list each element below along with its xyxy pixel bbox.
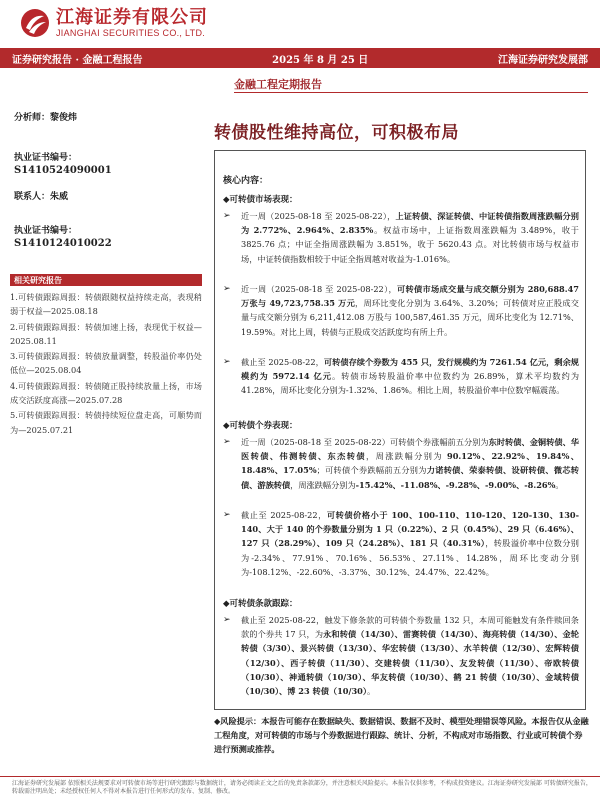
- related-reports-header: 相关研究报告: [10, 274, 202, 286]
- company-logo-icon: [20, 8, 50, 38]
- report-date: 2025 年 8 月 25 日: [272, 54, 369, 66]
- cert-number-2: S1410124010022: [14, 238, 112, 249]
- footer-disclaimer: 江海证券研究发展部 依照相关法规要求对可转债市场等进行研究跟踪与数据统计，请务必阅读正文之后的免责条款部分，并注意相关风险提示。本报告仅供参考，不构成投资建议。江海证券研究发展部 可转债研究报告，转载需注明出处；未经授权任何人不得对本报告进行任何形式的发布、复制、修改。: [12, 780, 592, 795]
- related-report-item[interactable]: 2.可转债跟踪周报：转债加速上扬，表现优于权益—2025.08.11: [10, 321, 202, 346]
- report-title: 转债股性维持高位，可积极布局: [214, 123, 459, 143]
- company-logo: [20, 4, 208, 42]
- analyst-line: 分析师：黎俊炜: [14, 113, 78, 123]
- related-report-item[interactable]: 4.可转债跟踪周报：转债随正股持续放量上扬，市场成交活跃度高涨—2025.07.28: [10, 380, 202, 406]
- bullet-market-index: ➢ 近一周（2025-08-18 至 2025-08-22），上证转债、深证转债、中证转债指数周涨跌幅分别为 2.772%、2.964%、2.835%。权益市场中，上证指数周涨跌幅为 3.489%，收于 3825.76 点；中证全指周涨跌幅为 3.851%，收于 5620.43 点。对比转债市场与权益市场，中证转债指数相较于中证全指周越对收益为-1.016%。: [223, 211, 579, 264]
- cert-label-2: 执业证书编号：: [14, 226, 78, 236]
- header-bar: [0, 48, 600, 68]
- related-reports-list: [10, 290, 202, 438]
- related-report-item[interactable]: 5.可转债跟踪周报：转债持续短位盘走高，可顺势而为—2025.07.21: [10, 410, 202, 435]
- arrow-icon: ➢: [223, 357, 231, 367]
- report-category: 证券研究报告 · 金融工程报告: [12, 54, 143, 66]
- analyst-info: [14, 112, 200, 250]
- arrow-icon: ➢: [223, 615, 231, 625]
- cert-number-1: S1410524090001: [14, 165, 112, 176]
- bullet-redemption-clauses: ➢ 截止至 2025-08-22，触发下修条款的可转债个券数量 132 只，本周可能触发有条件赎回条款的个券共 17 只，为永和转债（14/30）、雷赛转债（14/30）、海亮转债（14/30）、金轮转债（3/30）、景兴转债（13/30）、华宏转债（13/30）、水羊转债（12/30）、宏辉转债（12/30）、西子转债（11/30）、交建转债（11/30）、友发转债（11/30）、帝欧转债（10/30）、神通转债（10/30）、华友转债（10/30）、鹤 21 转债（10/30）、金域转债（10/30）、博 23 转债（10/30）。: [223, 615, 579, 697]
- arrow-icon: ➢: [223, 437, 231, 447]
- section-individual-bonds: ◆可转债个券表现：: [223, 421, 298, 431]
- cert-label-1: 执业证书编号：: [14, 153, 78, 163]
- department-name: 江海证券研究发展部: [497, 54, 588, 66]
- bullet-market-volume: ➢ 近一周（2025-08-18 至 2025-08-22），可转债市场成交量与成交额分别为 280,688.47 万张与 49,723,758.35 万元，周环比变化分别为 3.64%、3.20%；可转债对应正股成交量与成交额分别为 6,211,412.08 万股与 100,587,461.35 万元，周环比变化为 12.71%、19.59%。对比上周，转债与正股成交活跃度均有所上升。: [223, 284, 579, 337]
- divider: [234, 92, 588, 93]
- arrow-icon: ➢: [223, 284, 231, 294]
- core-content-box: [214, 150, 586, 710]
- risk-warning: ◆风险提示：本报告可能存在数据缺失、数据错误、数据不及时、模型处理错误等风险。本报告仅从金融工程角度，对可转债的市场与个券数据进行跟踪、统计、分析，不构成对市场指数、行业或可转债个券进行预测或推荐。: [214, 716, 589, 754]
- contact-line: 联系人：朱威: [14, 192, 69, 202]
- related-report-item[interactable]: 1.可转债跟踪周报：转债跟随权益持续走高，表现稍弱于权益—2025.08.18: [10, 292, 202, 317]
- arrow-icon: ➢: [223, 510, 231, 520]
- core-content-label: 核心内容：: [223, 176, 269, 186]
- bullet-market-size: ➢ 截止至 2025-08-22，可转债存续个券数为 455 只，发行规模约为 7261.54 亿元，剩余规模约为 5972.14 亿元。转债市场转股溢价率中位数约为 26.89%，算术平均数约为 41.28%，周环比变化分别为-1.32%、1.86%。相比上周，转股溢价率中位数窄幅震荡。: [223, 357, 580, 396]
- company-name-cn: 江海证券有限公司: [56, 6, 208, 28]
- arrow-icon: ➢: [223, 211, 231, 221]
- company-name-en: JIANGHAI SECURITIES CO., LTD.: [56, 27, 206, 38]
- related-report-item[interactable]: 3.可转债跟踪周报：转债放量调整，转股溢价率仍处低位—2025.08.04: [10, 351, 202, 376]
- bullet-top-movers: ➢ 近一周（2025-08-18 至 2025-08-22）可转债个券涨幅前五分别为东时转债、金铜转债、华医转债、伟测转债、东杰转债，周涨跌幅分别为 90.12%、22.92%、19.84%、18.48%、17.05%；可转债个券跌幅前五分别为力诺转债、荣泰转债、设研转债、微芯转债、游族转债，周涨跌幅分别为-15.42%、-11.08%、-9.28%、-9.00%、-8.26%。: [223, 437, 579, 490]
- section-market-performance: ◆可转债市场表现：: [223, 195, 298, 205]
- section-clause-tracking: ◆可转债条款跟踪：: [223, 599, 298, 609]
- bullet-price-distribution: ➢ 截止至 2025-08-22，可转债价格小于 100、100-110、110-120、120-130、130-140、大于 140 的个券数量分别为 1 只（0.22%）、2 只（0.45%）、29 只（6.46%）、127 只（28.29%）、109 只（24.28%）、181 只（40.31%），转股溢价率中位数分别为-2.34%、77.91%、70.16%、56.53%、27.11%、14.28%，周环比变动分别为-108.12%、-22.60%、-3.37%、30.12%、24.47%、22.42%。: [223, 510, 579, 577]
- footer-divider: [0, 776, 600, 777]
- report-type: 金融工程定期报告: [234, 78, 322, 91]
